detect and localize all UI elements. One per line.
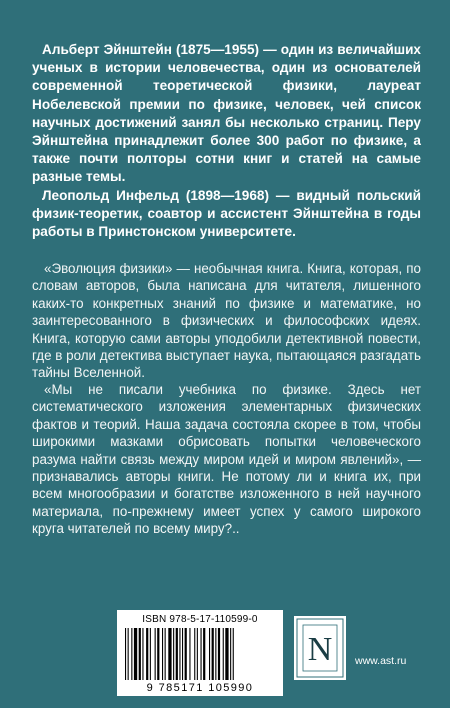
publisher-website: www.ast.ru	[355, 655, 407, 667]
description-paragraph-1: «Эволюция физики» — необычная книга. Книга, которая, по словам авторов, была написана для читателя, лишенного каких-то конкретных знаний по физике и математике, но заинтересованного в физических и философских идеях. Книга, которую сами авторы уподобили детективной повести, где в роли детектива выступает наука, пытающаяся разгадать тайны Вселенной.	[32, 261, 421, 381]
isbn-label: ISBN 978-5-17-110599-0	[142, 614, 258, 625]
einstein-bio: Альберт Эйнштейн (1875—1955) — один из величайших ученых в истории человечества, один из основателей современной теоретической физики, лауреат Нобелевской премии по физике, человек, чей список научных достижений занял бы несколько страниц. Перу Эйнштейна принадлежит более 300 работ по физике, а также почти полторы сотни книг и статей на самые разные темы.	[32, 42, 421, 185]
description-paragraph-2: «Мы не писали учебника по физике. Здесь нет систематического изложения элементарных физических фактов и теорий. Наша задача состояла скорее в том, чтобы широкими мазками обрисовать попытки человеческого разума найти связь между миром идей и миром явлений», — признавались авторы книги. Не потому ли и книга их, при всем многообразии и богатстве изложенного в ней научного материала, по-прежнему имеет успех у самого широкого круга читателей по всему миру?..	[32, 382, 421, 537]
svg-text:N: N	[307, 631, 333, 668]
barcode-bars-icon	[123, 628, 277, 684]
infeld-bio: Леопольд Инфельд (1898—1968) — видный польский физик-теоретик, соавтор и ассистент Эйнштейна в годы работы в Принстонском университете.	[32, 188, 421, 240]
ean-digits: 9 785171 105990	[146, 682, 254, 694]
barcode	[117, 610, 283, 696]
publisher-logo-icon	[294, 616, 346, 680]
